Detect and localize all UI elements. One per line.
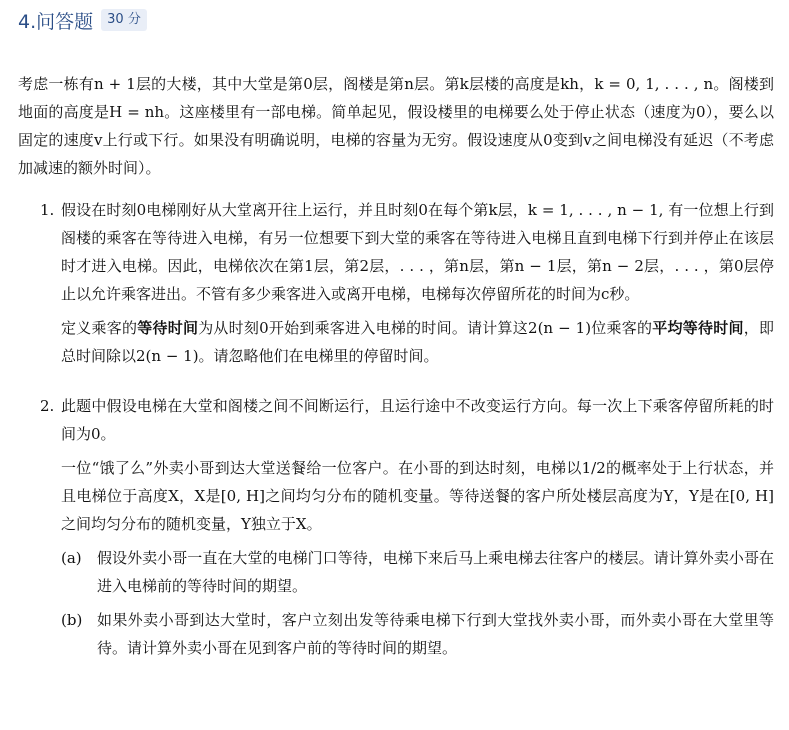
question-header: [16, 0, 775, 40]
definition-text-b: 为从时刻0开始到乘客进入电梯的时间。请计算这2(n − 1)位乘客的: [198, 319, 653, 337]
question-title: 4.问答题: [18, 10, 94, 33]
definition-text-a: 定义乘客的: [61, 319, 138, 337]
sub-part-a-text: 假设外卖小哥一直在大堂的电梯门口等待，电梯下来后马上乘电梯去往客户的楼层。请计算外卖小哥在进入电梯前的等待时间的期望。: [97, 549, 774, 595]
sub-question-1-definition: [61, 314, 774, 370]
sub-question-1-text: 假设在时刻0电梯刚好从大堂离开往上运行，并且时刻0在每个第k层，k = 1, . . . , n − 1, 有一位想上行到阁楼的乘客在等待进入电梯，有另一位想要下到大堂的乘客在等待进入电梯且直到电梯下行到并停止在该层时才进入电梯。因此，电梯依次在第1层，第2层，. . . ，第n层，第n − 1层，第n − 2层，. . . ，第0层停止以允许乘客进出。不管有多少乘客进入或离开电梯，电梯每次停留所花的时间为c秒。: [61, 201, 774, 303]
sub-question-number: 1.: [40, 201, 55, 219]
term-waiting-time: 等待时间: [137, 319, 199, 337]
score-badge: 30 分: [101, 9, 147, 31]
term-average-waiting-time: 平均等待时间: [652, 319, 744, 337]
definition-text-c: ，即总时间除以2(n − 1)。请忽略他们在电梯里的停留时间。: [61, 319, 774, 365]
question-items: [16, 196, 775, 662]
sub-question-1: [16, 196, 774, 370]
question-intro: 考虑一栋有n + 1层的大楼，其中大堂是第0层，阁楼是第n层。第k层楼的高度是kh，k = 0, 1, . . . , n。阁楼到地面的高度是H = nh。这座楼里有一部电梯。简单起见，假设楼里的电梯要么处于停止状态（速度为0），要么以固定的速度v上行或下行。如果没有明确说明，电梯的容量为无穷。假设速度从0变到v之间电梯没有延迟（不考虑加减速的额外时间）。: [18, 75, 774, 177]
sub-question-2: [16, 392, 774, 662]
sub-part-label: (a): [61, 549, 82, 567]
sub-question-2-assumption: 此题中假设电梯在大堂和阁楼之间不间断运行，且运行途中不改变运行方向。每一次上下乘客停留所耗的时间为0。: [61, 397, 774, 443]
sub-question-number: 2.: [40, 397, 55, 415]
sub-part-b: [61, 606, 774, 662]
sub-part-a: [61, 544, 774, 600]
sub-question-2-scenario: 一位“饿了么”外卖小哥到达大堂送餐给一位客户。在小哥的到达时刻，电梯以1/2的概率处于上行状态，并且电梯位于高度X，X是[0, H]之间均匀分布的随机变量。等待送餐的客户所处楼层高度为Y，Y是在[0, H]之间均匀分布的随机变量，Y独立于X。: [61, 459, 774, 533]
sub-part-b-text: 如果外卖小哥到达大堂时，客户立刻出发等待乘电梯下行到大堂找外卖小哥，而外卖小哥在大堂里等待。请计算外卖小哥在见到客户前的等待时间的期望。: [97, 611, 774, 657]
sub-part-label: (b): [61, 611, 83, 629]
